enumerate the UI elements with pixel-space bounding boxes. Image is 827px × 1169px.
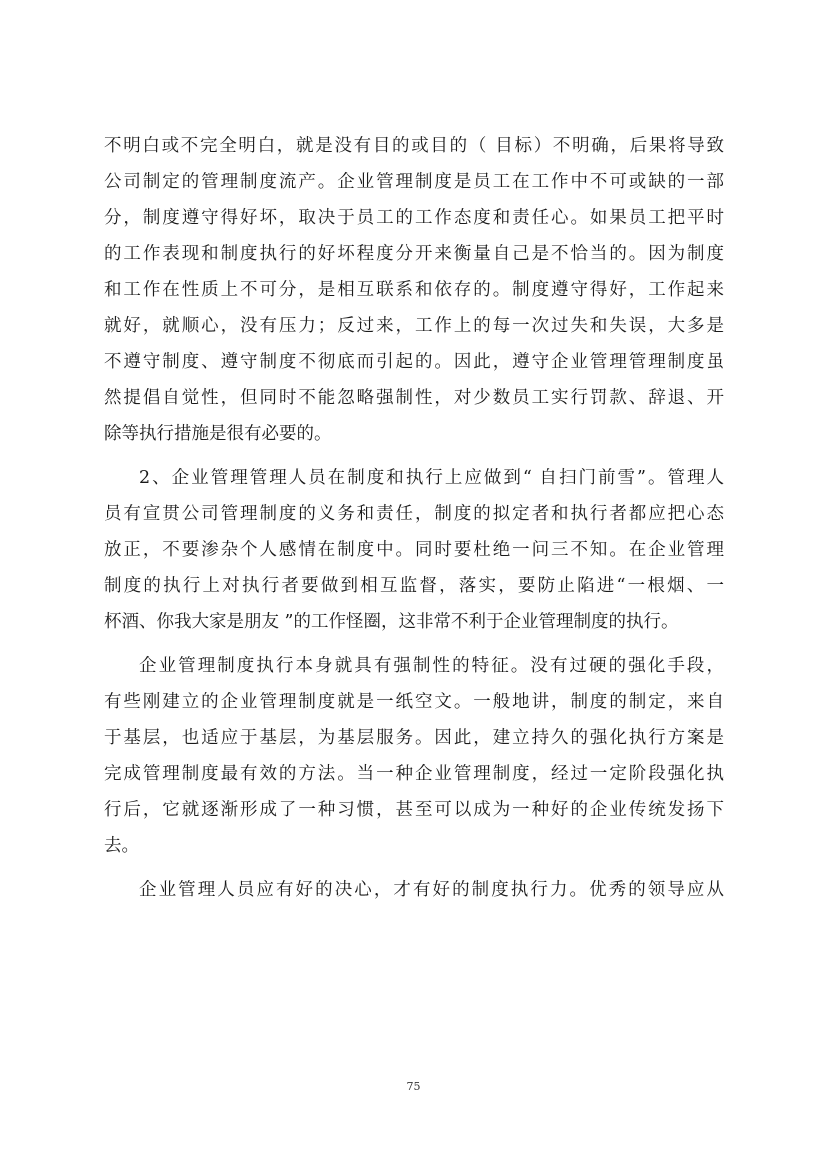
text-line: 于基层，也适应于基层，为基层服务。因此，建立持久的强化执行方案是 bbox=[104, 728, 724, 748]
paragraph-spacer bbox=[104, 864, 724, 872]
text-line: 行后，它就逐渐形成了一种习惯，甚至可以成为一种好的企业传统发扬下 bbox=[104, 800, 724, 820]
text-line: 除等执行措施是很有必要的。 bbox=[104, 424, 332, 444]
text-line: 制度的执行上对执行者要做到相互监督，落实，要防止陷进“一根烟、一 bbox=[104, 576, 724, 596]
paragraph-spacer bbox=[104, 452, 724, 460]
page-number: 75 bbox=[406, 1080, 421, 1093]
text-line: 就好，就顺心，没有压力；反过来，工作上的每一次过失和失误，大多是 bbox=[104, 316, 724, 336]
text-line: 企业管理制度执行本身就具有强制性的特征。没有过硬的强化手段， bbox=[139, 656, 724, 676]
text-line: 公司制定的管理制度流产。企业管理制度是员工在工作中不可或缺的一部 bbox=[104, 172, 724, 192]
paragraph-4 bbox=[104, 872, 724, 908]
body-text bbox=[104, 128, 724, 908]
paragraph-spacer bbox=[104, 640, 724, 648]
text-line: 去。 bbox=[104, 836, 139, 856]
text-line: 放正，不要渗杂个人感情在制度中。同时要杜绝一问三不知。在企业管理 bbox=[104, 540, 724, 560]
paragraph-1 bbox=[104, 128, 724, 452]
text-line: 2、企业管理管理人员在制度和执行上应做到“ 自扫门前雪”。管理人 bbox=[139, 468, 724, 488]
text-line: 员有宣贯公司管理制度的义务和责任，制度的拟定者和执行者都应把心态 bbox=[104, 504, 724, 524]
text-line: 企业管理人员应有好的决心，才有好的制度执行力。优秀的领导应从 bbox=[139, 880, 724, 900]
text-line: 然提倡自觉性，但同时不能忽略强制性，对少数员工实行罚款、辞退、开 bbox=[104, 388, 724, 408]
paragraph-2 bbox=[104, 460, 724, 640]
text-line: 不遵守制度、遵守制度不彻底而引起的。因此，遵守企业管理管理制度虽 bbox=[104, 352, 724, 372]
text-line: 分，制度遵守得好坏，取决于员工的工作态度和责任心。如果员工把平时 bbox=[104, 208, 724, 228]
text-line: 完成管理制度最有效的方法。当一种企业管理制度，经过一定阶段强化执 bbox=[104, 764, 724, 784]
paragraph-3 bbox=[104, 648, 724, 864]
text-line: 和工作在性质上不可分，是相互联系和依存的。制度遵守得好，工作起来 bbox=[104, 280, 724, 300]
text-line: 有些刚建立的企业管理制度就是一纸空文。一般地讲，制度的制定，来自 bbox=[104, 692, 724, 712]
text-line: 的工作表现和制度执行的好坏程度分开来衡量自己是不恰当的。因为制度 bbox=[104, 244, 724, 264]
text-line: 杯酒、你我大家是朋友 ”的工作怪圈，这非常不利于企业管理制度的执行。 bbox=[104, 612, 679, 632]
text-line: 不明白或不完全明白，就是没有目的或目的（ 目标）不明确，后果将导致 bbox=[104, 136, 724, 156]
